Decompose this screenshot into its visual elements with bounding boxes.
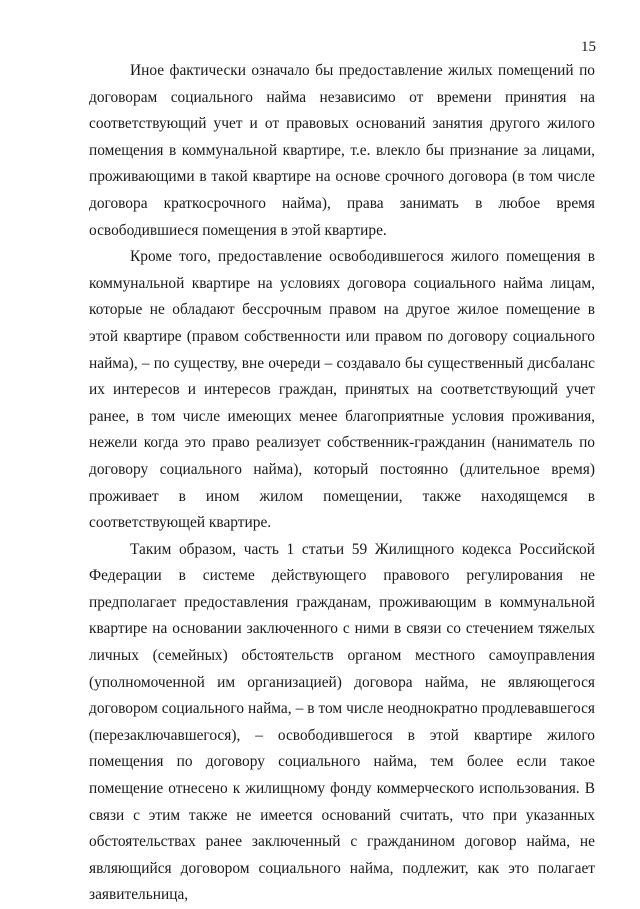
page-number: 15 (581, 39, 596, 55)
paragraph: Кроме того, предоставление освободившегося жилого помещения в коммунальной квартире на условиях договора социального найма лицам, которые не обладают бессрочным правом на другое жилое помещение в этой квартире (правом собственности или правом по договору социального найма), – по существу, вне очереди – создавало бы существенный дисбаланс их интересов и интересов граждан, принятых на соответствующий учет ранее, в том числе имеющих менее благоприятные условия проживания, нежели когда это право реализует собственник-гражданин (наниматель по договору социального найма), который постоянно (длительное время) проживает в ином жилом помещении, также находящемся в соответствующей квартире. (89, 248, 595, 532)
paragraph: Иное фактически означало бы предоставление жилых помещений по договорам социального найма независимо от времени принятия на соответствующий учет и от правовых оснований занятия другого жилого помещения в коммунальной квартире, т.е. влекло бы признание за лицами, проживающими в такой квартире на основе срочного договора (в том числе договора краткосрочного найма), права занимать в любое время освободившиеся помещения в этой квартире. (89, 62, 595, 239)
document-body (89, 58, 595, 909)
paragraph: Таким образом, часть 1 статьи 59 Жилищного кодекса Российской Федерации в системе действующего правового регулирования не предполагает предоставления гражданам, проживающим в коммунальной квартире на основании заключенного с ними в связи со стечением тяжелых личных (семейных) обстоятельств органом местного самоуправления (уполномоченной им организацией) договора найма, не являющегося договором социального найма, – в том числе неоднократно продлевавшегося (перезаключавшегося), – освободившегося в этой квартире жилого помещения по договору социального найма, тем более если такое помещение отнесено к жилищному фонду коммерческого использования. В связи с этим также не имеется оснований считать, что при указанных обстоятельствах ранее заключенный с гражданином договор найма, не являющийся договором социального найма, подлежит, как это полагает заявительница, (89, 540, 595, 904)
